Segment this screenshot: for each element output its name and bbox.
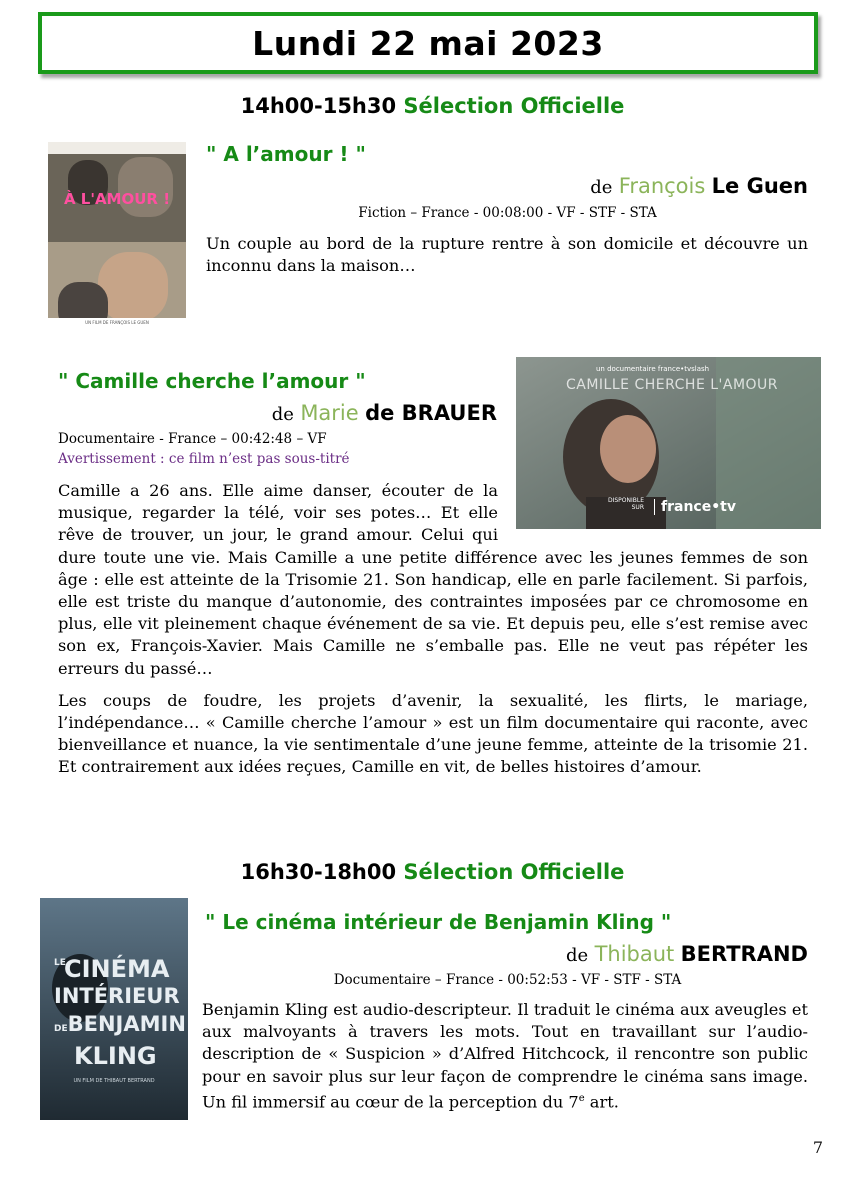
director-prefix: de — [271, 404, 294, 425]
film-title: " A l’amour ! " — [206, 142, 366, 166]
film-synopsis-paragraph: Camille a 26 ans. Elle aime danser, écouter de la musique, regarder la télé, voir ses potes… Et elle rêve de trouver, un jour, le grand amour. Celui qui dure toute une vie. Mais Camille a une petite différence avec les jeunes femmes de son âge : elle est atteinte de la Trisomie 21. Son handicap, elle en parle facilement. Si parfois, elle est triste du manque d’autonomie, des contraintes imposées par ce chromosome en plus, elle vit pleinement chaque événement de sa vie. Et depuis peu, elle s’est remise avec son ex, François-Xavier. Mais Camille ne s’emballe pas. Elle ne veut pas répéter les erreurs du passé… — [58, 481, 808, 678]
director-last-name: BERTRAND — [680, 942, 808, 966]
director-prefix: de — [566, 945, 589, 966]
film-meta: Documentaire – France - 00:52:53 - VF - STF - STA — [333, 972, 682, 988]
poster-title: À L'AMOUR ! — [63, 190, 171, 208]
film-warning: Avertissement : ce film n’est pas sous-titré — [58, 451, 350, 467]
synopsis-text-end: art. — [584, 1092, 619, 1112]
poster-de: DE — [54, 1024, 68, 1034]
film-meta: Documentaire - France – 00:42:48 – VF — [58, 431, 327, 447]
poster-line: CINÉMA — [64, 955, 170, 983]
poster-line: BENJAMIN — [67, 1012, 186, 1036]
poster-credit: UN FILM DE FRANÇOIS LE GUEN — [85, 320, 149, 325]
session-label: Sélection Officielle — [403, 860, 625, 884]
still-available: DISPONIBLE SUR — [607, 497, 644, 511]
film-title: " Le cinéma intérieur de Benjamin Kling " — [205, 910, 672, 934]
synopsis-text: Benjamin Kling est audio-descripteur. Il traduit le cinéma aux aveugles et aux malvoyants à travers les mots. Tout en travaillant sur l’audio-description de « Suspicion » d’Alfred Hitchcock, il rencontre son public pour en savoir plus sur leur façon de comprendre le cinéma sans image. Un fil immersif au cœur de la perception du 7 — [202, 1000, 808, 1112]
poster-benjamin-kling — [40, 898, 188, 1120]
poster-line: KLING — [74, 1042, 157, 1070]
page-number: 7 — [812, 1138, 823, 1157]
poster-le: LE — [54, 958, 66, 968]
poster-a-l-amour — [48, 142, 186, 342]
session-label: Sélection Officielle — [403, 94, 625, 118]
director-last-name: de BRAUER — [365, 401, 497, 425]
director-last-name: Le Guen — [711, 174, 808, 198]
director-prefix: de — [590, 177, 613, 198]
poster-art — [48, 142, 186, 342]
superscript: e — [578, 1092, 585, 1104]
still-top-text: un documentaire france•tvslash — [596, 365, 710, 373]
session-time: 14h00-15h30 — [240, 94, 397, 118]
still-spacer — [498, 480, 808, 528]
film-synopsis — [202, 999, 808, 1113]
film-director — [272, 401, 497, 425]
session-time: 16h30-18h00 — [240, 860, 397, 884]
director-first-name: François — [618, 174, 706, 198]
director-first-name: Thibaut — [594, 942, 675, 966]
date-banner — [38, 12, 818, 74]
still-title: CAMILLE CHERCHE L'AMOUR — [566, 377, 779, 393]
page-title: Lundi 22 mai 2023 — [252, 23, 604, 63]
film-director — [566, 942, 808, 966]
film-synopsis: Un couple au bord de la rupture rentre à son domicile et découvre un inconnu dans la maison… — [206, 234, 808, 276]
film-title: " Camille cherche l’amour " — [58, 369, 366, 393]
poster-credit: UN FILM DE THIBAUT BERTRAND — [73, 1078, 155, 1084]
france-tv-logo: france•tv — [654, 499, 736, 515]
poster-line: INTÉRIEUR — [54, 984, 180, 1008]
session-heading-2 — [0, 860, 865, 884]
film-synopsis-paragraph: Les coups de foudre, les projets d’avenir, la sexualité, les flirts, le mariage, l’indépendance… « Camille cherche l’amour » est un film documentaire qui raconte, avec bienveillance et nuance, la vie sentimentale d’une jeune femme, atteinte de la trisomie 21. Et contrairement aux idées reçues, Camille en vit, de belles histoires d’amour. — [58, 690, 808, 777]
film-synopsis-block — [58, 480, 808, 779]
film-director — [590, 174, 808, 198]
session-heading-1 — [0, 94, 865, 118]
director-first-name: Marie — [300, 401, 359, 425]
film-meta: Fiction – France - 00:08:00 - VF - STF - STA — [358, 205, 657, 221]
